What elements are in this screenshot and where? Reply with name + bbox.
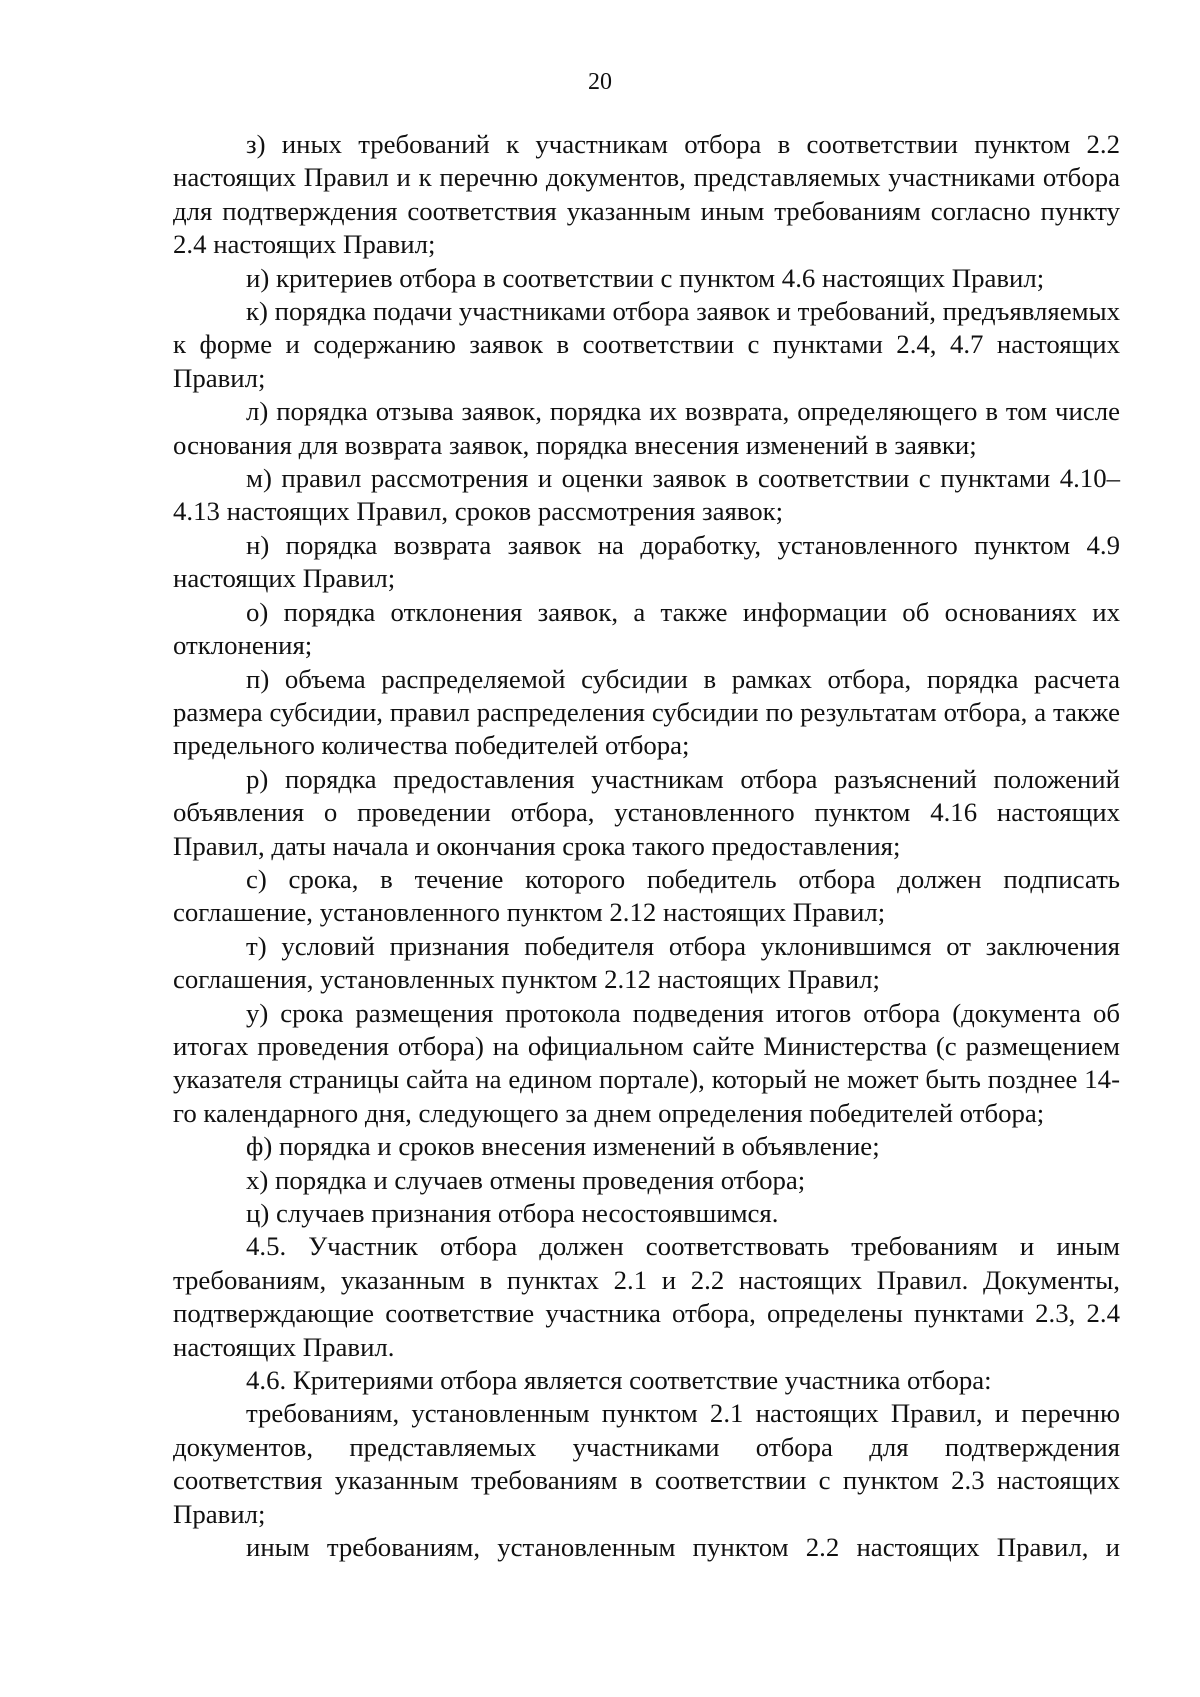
paragraph-o: о) порядка отклонения заявок, а также информации об основаниях их отклонения;	[173, 596, 1120, 661]
paragraph-i: и) критериев отбора в соответствии с пунктом 4.6 настоящих Правил;	[246, 262, 1045, 293]
paragraph-k: к) порядка подачи участниками отбора заявок и требований, предъявляемых к форме и содержанию заявок в соответствии с пунктами 2.4, 4.7 настоящих Правил;	[173, 296, 1120, 393]
paragraph-l: л) порядка отзыва заявок, порядка их возврата, определяющего в том числе основания для возврата заявок, порядка внесения изменений в заявки;	[173, 396, 1120, 460]
paragraph-4-5: 4.5. Участник отбора должен соответствовать требованиям и иным требованиям, указанным в пунктах 2.1 и 2.2 настоящих Правил. Документы, подтверждающие соответствие участника отбора, определены пунктами 2.3, 2.4 настоящих Правил.	[173, 1231, 1120, 1362]
paragraph-z: з) иных требований к участникам отбора в соответствии пунктом 2.2 настоящих Правил и к перечню документов, представляемых участниками отбора для подтверждения соответствия указанным иным требованиям согласно пункту 2.4 настоящих Правил;	[173, 129, 1120, 260]
paragraph-p: п) объема распределяемой субсидии в рамках отбора, порядка расчета размера субсидии, правил распределения субсидии по результатам отбора, а также предельного количества победителей отбора;	[173, 663, 1120, 761]
page-number: 20	[588, 69, 612, 95]
paragraph-r: р) порядка предоставления участникам отбора разъяснений положений объявления о проведении отбора, установленного пунктом 4.16 настоящих Правил, даты начала и окончания срока такого предоставления;	[173, 763, 1120, 861]
document-body	[173, 128, 1120, 1564]
paragraph-ts: ц) случаев признания отбора несостоявшимся.	[246, 1198, 779, 1228]
paragraph-kh: х) порядка и случаев отмены проведения отбора;	[246, 1164, 806, 1195]
paragraph-s: с) срока, в течение которого победитель отбора должен подписать соглашение, установленного пунктом 2.12 настоящих Правил;	[173, 863, 1120, 928]
paragraph-u: у) срока размещения протокола подведения итогов отбора (документа об итогах проведения отбора) на официальном сайте Министерства (с размещением указателя страницы сайта на едином портале), который не может быть позднее 14-го календарного дня, следующего за днем определения победителей отбора;	[173, 997, 1120, 1128]
paragraph-t: т) условий признания победителя отбора уклонившимся от заключения соглашения, установленных пунктом 2.12 настоящих Правил;	[173, 930, 1120, 995]
paragraph-m: м) правил рассмотрения и оценки заявок в соответствии с пунктами 4.10–4.13 настоящих Правил, сроков рассмотрения заявок;	[173, 463, 1120, 527]
paragraph-criteria-2: иным требованиям, установленным пунктом 2.2 настоящих Правил, и	[246, 1532, 1120, 1563]
paragraph-criteria-1: требованиям, установленным пунктом 2.1 настоящих Правил, и перечню документов, представляемых участниками отбора для подтверждения соответствия указанным требованиям в соответствии с пунктом 2.3 настоящих Правил;	[173, 1398, 1120, 1529]
paragraph-4-6: 4.6. Критериями отбора является соответствие участника отбора:	[246, 1365, 992, 1396]
paragraph-f: ф) порядка и сроков внесения изменений в объявление;	[246, 1131, 880, 1162]
paragraph-n: н) порядка возврата заявок на доработку, установленного пунктом 4.9 настоящих Правил;	[173, 529, 1120, 594]
